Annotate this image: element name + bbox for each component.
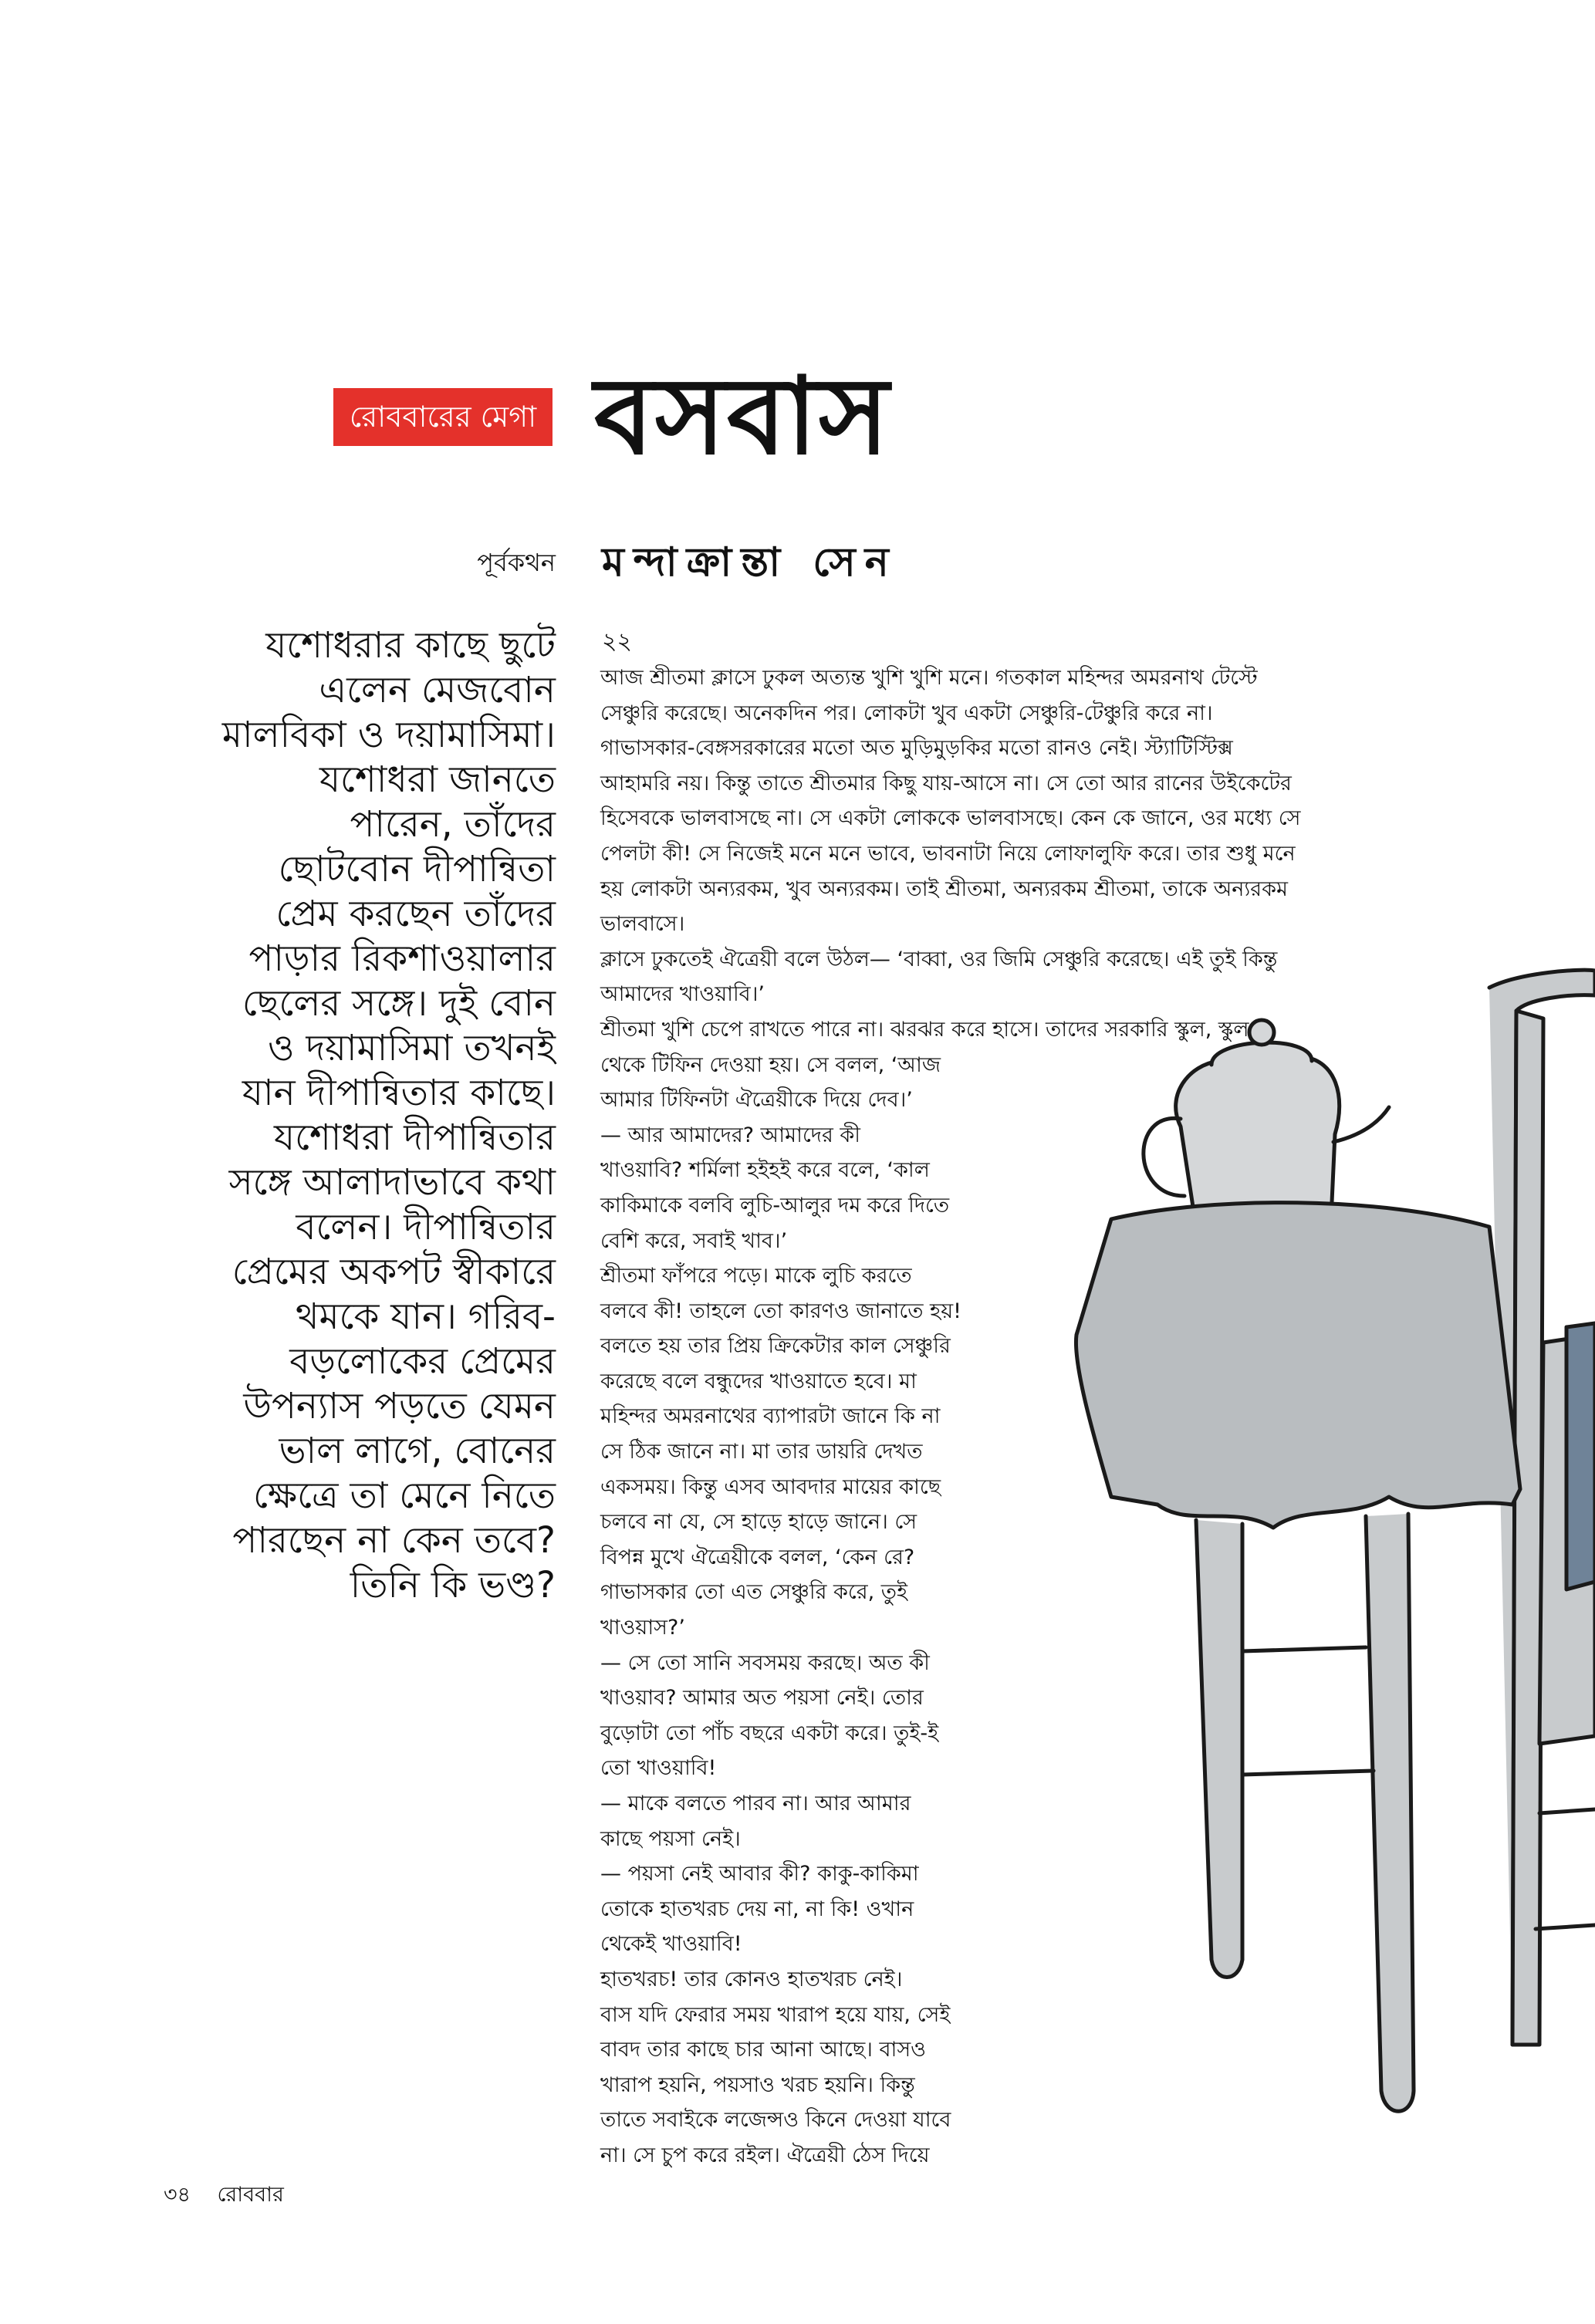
- body-line: সে ঠিক জানে না। মা তার ডায়রি দেখত: [600, 1440, 923, 1464]
- teaser-line: ও দয়ামাসিমা তখনই: [267, 1027, 556, 1069]
- body-line: বুড়োটা তো পাঁচ বছরে একটা করে। তুই-ই: [600, 1721, 939, 1745]
- body-line: হিসেবকে ভালবাসছে না। সে একটা লোককে ভালবাসছে। কেন কে জানে, ওর মধ্যে সে: [600, 806, 1301, 831]
- body-line: কাছে পয়সা নেই।: [600, 1826, 741, 1851]
- body-line: না। সে চুপ করে রইল। ঐত্রেয়ী ঠেস দিয়ে: [600, 2143, 930, 2167]
- body-line: আজ শ্রীতমা ক্লাসে ঢুকল অত্যন্ত খুশি খুশি মনে। গতকাল মহিন্দর অমরনাথ টেস্টে: [600, 666, 1258, 690]
- teaser-line: ছোটবোন দীপান্বিতা: [278, 848, 556, 890]
- body-line: আমার টিফিনটা ঐত্রেয়ীকে দিয়ে দেব।’: [600, 1088, 913, 1113]
- teaser-line: যশোধরা দীপান্বিতার: [274, 1116, 556, 1159]
- table-leg-right: [1366, 1514, 1414, 2111]
- page-number: ৩৪: [164, 2183, 191, 2207]
- teaser-line: তিনি কি ভণ্ড?: [350, 1564, 556, 1606]
- body-line: তাতে সবাইকে লজেন্সও কিনে দেওয়া যাবে: [600, 2108, 951, 2133]
- body-line: থেকে টিফিন দেওয়া হয়। সে বলল, ‘আজ: [600, 1052, 941, 1077]
- teaser-line: মালবিকা ও দয়ামাসিমা।: [221, 714, 556, 756]
- body-line: বাস যদি ফেরার সময় খারাপ হয়ে যায়, সেই: [600, 2002, 951, 2027]
- body-line: বলবে কী! তাহলে তো কারণও জানাতে হয়!: [600, 1299, 961, 1323]
- teaser-line: প্রেমের অকপট স্বীকারে: [231, 1251, 556, 1293]
- body-line: মহিন্দর অমরনাথের ব্যাপারটা জানে কি না: [600, 1404, 941, 1429]
- body-line: হাতখরচ! তার কোনও হাতখরচ নেই।: [600, 1967, 903, 1991]
- teapot-handle: [1144, 1118, 1184, 1196]
- teaser-line: উপন্যাস পড়তে যেমন: [243, 1385, 556, 1427]
- teapot-spout: [1333, 1107, 1389, 1142]
- body-line: খাওয়াব? আমার অত পয়সা নেই। তোর: [600, 1686, 924, 1711]
- body-line: চলবে না যে, সে হাড়ে হাড়ে জানে। সে: [600, 1510, 917, 1535]
- teaser-line: থমকে যান। গরিব-: [296, 1295, 556, 1338]
- teaser-line: বলেন। দীপান্বিতার: [296, 1206, 556, 1248]
- page-folio: [164, 2180, 284, 2211]
- teaser-line: যান দীপান্বিতার কাছে।: [242, 1072, 556, 1114]
- body-line: একসময়। কিন্তু এসব আবদার মায়ের কাছে: [600, 1474, 941, 1499]
- magazine-name: রোববার: [217, 2183, 284, 2207]
- body-line: করেছে বলে বন্ধুদের খাওয়াতে হবে। মা: [600, 1369, 917, 1393]
- table-teapot-illustration: [1057, 964, 1595, 2160]
- teaser-line: পারেন, তাঁদের: [350, 803, 556, 846]
- chair-dark-panel: [1566, 1323, 1595, 1589]
- table-leg-left: [1196, 1520, 1242, 1978]
- body-line: আমাদের খাওয়াবি।’: [600, 982, 765, 1007]
- chair-rung-low: [1536, 1925, 1595, 1929]
- body-line: — পয়সা নেই আবার কী? কাকু-কাকিমা: [600, 1862, 919, 1887]
- body-line: শ্রীতমা খুশি চেপে রাখতে পারে না। ঝরঝর করে হাসে। তাদের সরকারি স্কুল, স্কুল: [600, 1017, 1249, 1042]
- body-line: সেঞ্চুরি করেছে। অনেকদিন পর। লোকটা খুব একটা সেঞ্চুরি-টেঞ্চুরি করে না।: [600, 701, 1213, 725]
- body-line: কাকিমাকে বলবি লুচি-আলুর দম করে দিতে: [600, 1193, 950, 1218]
- body-line: গাভাসকার তো এত সেঞ্চুরি করে, তুই: [600, 1580, 908, 1605]
- author-name: মন্দাক্রান্তা সেন: [602, 539, 898, 586]
- body-line: ক্লাসে ঢুকতেই ঐত্রেয়ী বলে উঠল— ‘বাব্বা, ওর জিমি সেঞ্চুরি করেছে। এই তুই কিন্তু: [600, 947, 1278, 971]
- body-line: বাবদ তার কাছে চার আনা আছে। বাসও: [600, 2038, 927, 2062]
- tablecloth: [1076, 1203, 1520, 1528]
- teaser-line: সঙ্গে আলাদাভাবে কথা: [228, 1161, 556, 1204]
- body-line: তোকে হাতখরচ দেয় না, না কি! ওখান: [600, 1897, 914, 1921]
- body-line: — মাকে বলতে পারব না। আর আমার: [600, 1792, 911, 1816]
- teaser-line: পারছেন না কেন তবে?: [232, 1519, 556, 1562]
- body-line: — আর আমাদের? আমাদের কী: [600, 1123, 861, 1147]
- body-line: আহামরি নয়। কিন্তু তাতে শ্রীতমার কিছু যায়-আসে না। সে তো আর রানের উইকেটের: [600, 771, 1292, 795]
- table-stretcher-bottom: [1242, 1771, 1374, 1775]
- body-line: গাভাসকার-বেঙ্গসরকারের মতো অত মুড়িমুড়কির মতো রানও নেই। স্ট্যাটিস্টিক্স: [600, 736, 1233, 761]
- teaser-line: ভাল লাগে, বোনের: [279, 1430, 556, 1472]
- body-line: বলতে হয় তার প্রিয় ক্রিকেটার কাল সেঞ্চুরি: [600, 1334, 951, 1359]
- body-line: বেশি করে, সবাই খাব।’: [600, 1228, 788, 1253]
- page-title: বসবাস: [594, 354, 890, 478]
- body-line: — সে তো সানি সবসময় করছে। অত কী: [600, 1650, 930, 1675]
- series-label: রোববারের মেগা: [333, 388, 553, 446]
- teapot-knob: [1249, 1020, 1274, 1045]
- body-line: হয় লোকটা অন্যরকম, খুব অন্যরকম। তাই শ্রীতমা, অন্যরকম শ্রীতমা, তাকে অন্যরকম: [600, 877, 1288, 901]
- teaser-line: পাড়ার রিকশাওয়ালার: [248, 937, 556, 980]
- body-line: তো খাওয়াবি!: [600, 1756, 717, 1781]
- body-line: বিপন্ন মুখে ঐত্রেয়ীকে বলল, ‘কেন রে?: [600, 1545, 915, 1569]
- body-line: খারাপ হয়নি, পয়সাও খরচ হয়নি। কিন্তু: [600, 2072, 915, 2097]
- chair-rung: [1539, 1809, 1595, 1813]
- teaser-line: ক্ষেত্রে তা মেনে নিতে: [252, 1474, 556, 1517]
- chair-back-inner: [1512, 1011, 1543, 2045]
- teaser-summary: [154, 623, 556, 1608]
- teaser-line: ছেলের সঙ্গে। দুই বোন: [242, 982, 556, 1025]
- body-line: ভালবাসে।: [600, 912, 685, 937]
- teaser-line: এলেন মেজবোন: [319, 669, 556, 711]
- teaser-line: প্রেম করছেন তাঁদের: [275, 893, 556, 935]
- body-line: শ্রীতমা ফাঁপরে পড়ে। মাকে লুচি করতে: [600, 1264, 912, 1289]
- teaser-line: যশোধরা জানতে: [319, 758, 556, 801]
- body-line: খাওয়াবি? শর্মিলা হইহই করে বলে, ‘কাল: [600, 1158, 930, 1183]
- body-line: থেকেই খাওয়াবি!: [600, 1932, 742, 1957]
- teaser-line: যশোধরার কাছে ছুটে: [265, 624, 556, 667]
- teaser-line: বড়লোকের প্রেমের: [289, 1340, 556, 1383]
- section-label: পূর্বকথন: [477, 548, 556, 577]
- table-stretcher-top: [1242, 1647, 1366, 1651]
- body-line: খাওয়াস?’: [600, 1616, 685, 1640]
- body-line: পেলটা কী! সে নিজেই মনে মনে ভাবে, ভাবনাটা নিয়ে লোফালুফি করে। তার শুধু মনে: [600, 841, 1296, 866]
- chapter-number: ২২: [602, 628, 633, 655]
